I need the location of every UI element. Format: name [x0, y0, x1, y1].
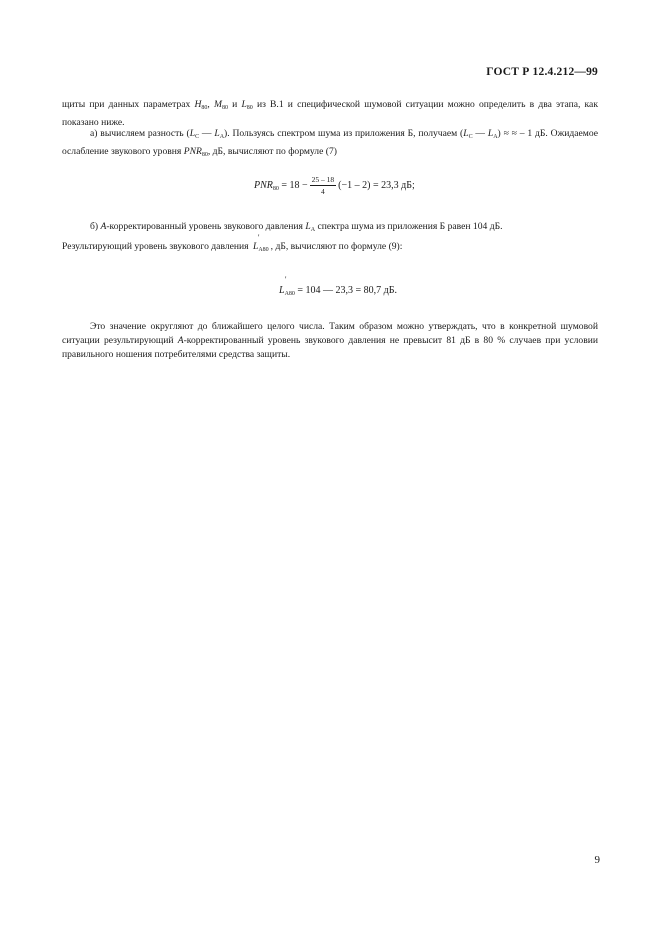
formula-pnr: $PNR_{80} = 18$ − $\frac{25 - 18}{4}$ (−1 – 2) = 23,3 дБ;: [254, 175, 415, 196]
formula-l-a80: ' $L_{A80} = 104$ — 23,3 = 80,7 дБ.: [279, 275, 398, 297]
document-code-header: ГОСТ Р 12.4.212—99: [486, 66, 598, 78]
paragraph-step-b: б) A-корректированный уровень звукового давления $L_A$ спектра шума из приложения Б равен 104 дБ.: [90, 221, 503, 233]
page-number: 9: [594, 854, 600, 866]
paragraph-step-a: а) вычисляем разность ($L_C$ — $L_A$). Пользуясь спектром шума из приложения Б, получаем ($L_C$ — $L_A$) ≈ ≈ – 1 дБ. Ожидаемое ослабление звукового уровня $PNR_{80}$, дБ, вычисляют по формуле (7): [62, 128, 598, 158]
l-a80-prime-formula: ' $L_{A80}$: [279, 275, 295, 297]
fraction: $\frac{25 - 18}{4}$: [311, 175, 335, 196]
paragraph-intro: щиты при данных параметрах $H_{80}$, $M_{80}$ и $L_{80}$ из В.1 и специфической шумовой ситуации можно определить в два этапа, как показано ниже.: [62, 99, 598, 128]
paragraph-resulting-level: Результирующий уровень звукового давления ' $L_{A80}$ , дБ, вычисляют по формуле (9):: [62, 240, 598, 258]
paragraph-conclusion: Это значение округляют до ближайшего целого числа. Таким образом можно утверждать, что в конкретной шумовой ситуации результирующий А-корректированный уровень звукового давления не превысит 81 дБ в 80 % случаев при условии правильного ношения потребителями средства защиты.: [62, 321, 598, 360]
l-a80-prime-symbol: ' $L_{A80}$: [252, 233, 269, 253]
